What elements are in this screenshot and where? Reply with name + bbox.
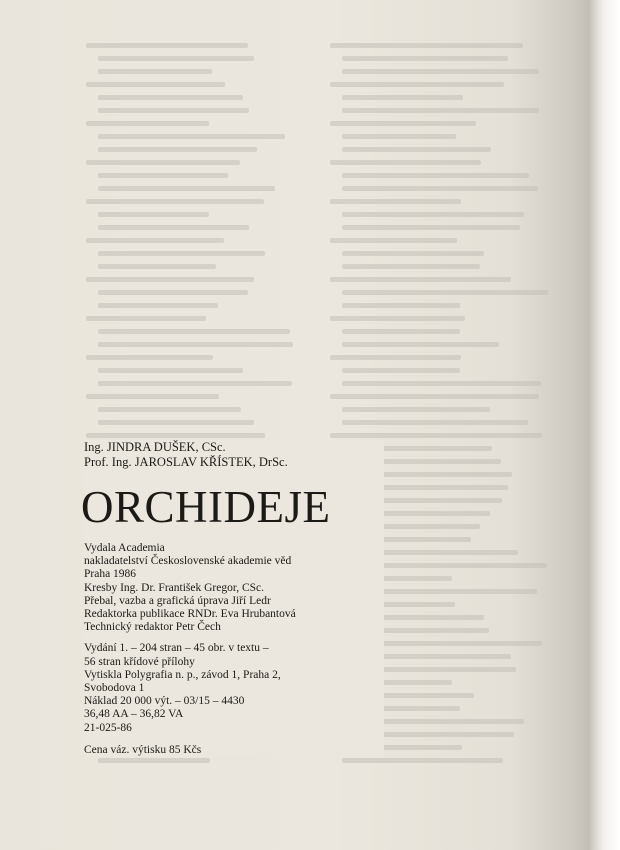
show-through-line — [330, 196, 560, 209]
show-through-line — [330, 92, 560, 105]
show-through-line — [330, 131, 560, 144]
publisher-line: Redaktorka publikace RNDr. Eva Hrubantová — [84, 608, 296, 621]
show-through-line — [86, 170, 301, 183]
publisher-line: Praha 1986 — [84, 568, 137, 581]
show-through-line — [330, 300, 560, 313]
show-through-line — [86, 755, 301, 768]
show-through-line — [86, 196, 301, 209]
show-through-line — [86, 248, 301, 261]
show-through-line — [330, 53, 560, 66]
show-through-line — [330, 352, 560, 365]
show-through-line — [86, 66, 301, 79]
show-through-line — [330, 391, 560, 404]
show-through-line — [86, 391, 301, 404]
edition-line: Vytiskla Polygrafia n. p., závod 1, Praha 2, — [84, 668, 281, 681]
show-through-line — [330, 105, 560, 118]
show-through-line — [330, 248, 560, 261]
show-through-line — [330, 118, 560, 131]
show-through-line — [86, 417, 301, 430]
edition-line: 56 stran křídové přílohy — [84, 655, 195, 668]
show-through-line — [330, 365, 560, 378]
show-through-line — [330, 144, 560, 157]
publisher-info — [84, 542, 384, 735]
show-through-line — [86, 313, 301, 326]
edition-line: Svobodova 1 — [84, 682, 145, 695]
show-through-line — [330, 755, 560, 768]
show-through-line — [330, 417, 560, 430]
show-through-line — [330, 209, 560, 222]
show-through-line — [86, 131, 301, 144]
show-through-line — [86, 92, 301, 105]
show-through-line — [86, 144, 301, 157]
show-through-line — [86, 274, 301, 287]
show-through-line — [330, 66, 560, 79]
show-through-line — [86, 105, 301, 118]
show-through-line — [330, 170, 560, 183]
show-through-line — [330, 287, 560, 300]
edition-line: Vydání 1. – 204 stran – 45 obr. v textu – — [84, 642, 269, 655]
show-through-line — [330, 339, 560, 352]
page-edge — [590, 0, 620, 850]
show-through-line — [330, 404, 560, 417]
edition-line: 21-025-86 — [84, 721, 132, 734]
book-title: ORCHIDEJE — [81, 482, 331, 532]
show-through-line — [86, 326, 301, 339]
show-through-line — [86, 235, 301, 248]
show-through-line — [330, 40, 560, 53]
publisher-line: Přebal, vazba a grafická úprava Jiří Ledr — [84, 594, 271, 607]
show-through-line — [330, 79, 560, 92]
show-through-line — [86, 222, 301, 235]
show-through-line — [86, 40, 301, 53]
edition-line: Náklad 20 000 výt. – 03/15 – 4430 — [84, 695, 245, 708]
publisher-line: Vydala Academia — [84, 542, 165, 554]
show-through-line — [330, 222, 560, 235]
show-through-line — [330, 313, 560, 326]
show-through-line — [86, 365, 301, 378]
show-through-line — [86, 261, 301, 274]
publisher-line: Kresby Ing. Dr. František Gregor, CSc. — [84, 581, 264, 594]
show-through-line — [86, 118, 301, 131]
show-through-line — [330, 183, 560, 196]
show-through-line — [86, 79, 301, 92]
show-through-line — [330, 157, 560, 170]
imprint-block — [81, 440, 384, 757]
show-through-line — [86, 53, 301, 66]
show-through-line — [86, 339, 301, 352]
show-through-line — [330, 326, 560, 339]
show-through-line — [330, 274, 560, 287]
show-through-line — [330, 261, 560, 274]
show-through-line — [86, 378, 301, 391]
show-through-line — [86, 404, 301, 417]
show-through-line — [86, 209, 301, 222]
price: Cena váz. výtisku 85 Kčs — [84, 743, 202, 756]
publisher-line: nakladatelství Československé akademie věd — [84, 555, 292, 568]
show-through-line — [86, 300, 301, 313]
publisher-line: Technický redaktor Petr Čech — [84, 621, 221, 634]
show-through-line — [86, 183, 301, 196]
show-through-line — [86, 287, 301, 300]
edition-line: 36,48 AA – 36,82 VA — [84, 708, 184, 721]
author-line: Ing. JINDRA DUŠEK, CSc. — [84, 440, 226, 454]
author-line: Prof. Ing. JAROSLAV KŘÍSTEK, DrSc. — [84, 455, 288, 469]
show-through-line — [86, 157, 301, 170]
show-through-line — [330, 235, 560, 248]
show-through-line — [330, 378, 560, 391]
authors — [84, 440, 384, 470]
show-through-line — [86, 352, 301, 365]
